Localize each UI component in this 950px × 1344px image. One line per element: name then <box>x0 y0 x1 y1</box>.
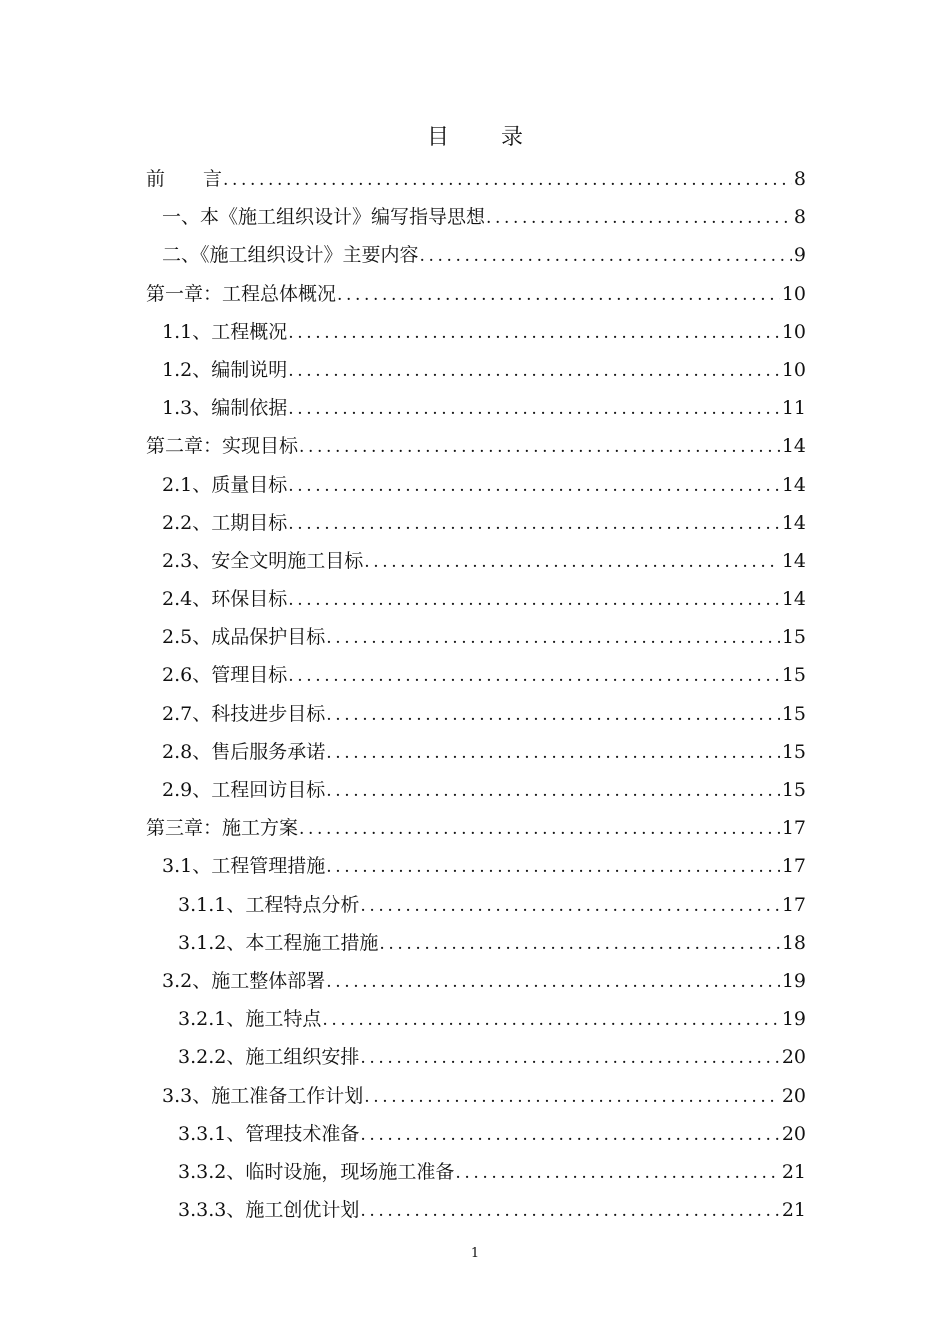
toc-entry-label: 3.3.3、施工创优计划 <box>178 1199 360 1222</box>
toc-dot-leader <box>360 887 779 925</box>
toc-entry-page: 17 <box>781 817 806 840</box>
toc-dot-leader <box>299 810 780 848</box>
toc-entry[interactable] <box>146 504 806 542</box>
toc-dot-leader <box>337 276 780 314</box>
toc-entry-label: 3.3、施工准备工作计划 <box>162 1084 364 1107</box>
toc-dot-leader <box>326 963 780 1001</box>
toc-entry[interactable] <box>146 198 806 236</box>
toc-entry-label: 2.5、成品保护目标 <box>162 626 326 649</box>
toc-dot-leader <box>360 1116 779 1154</box>
toc-entry[interactable] <box>146 542 806 580</box>
toc-entry-page: 21 <box>781 1199 806 1222</box>
toc-entry-page: 10 <box>781 282 806 305</box>
toc-dot-leader <box>326 696 780 734</box>
toc-entry[interactable] <box>146 466 806 504</box>
toc-dot-leader <box>326 772 780 810</box>
toc-dot-leader <box>288 581 780 619</box>
toc-dot-leader <box>364 1078 780 1116</box>
toc-entry[interactable] <box>146 389 806 427</box>
toc-dot-leader <box>455 1154 779 1192</box>
toc-dot-leader <box>288 505 780 543</box>
toc-entry-label: 3.1.2、本工程施工措施 <box>178 931 379 954</box>
toc-entry-page: 8 <box>793 206 806 229</box>
toc-entry-label: 3.1.1、工程特点分析 <box>178 893 360 916</box>
title-right-char: 录 <box>501 125 524 150</box>
toc-dot-leader <box>288 390 780 428</box>
toc-entry-label: 2.1、质量目标 <box>162 473 288 496</box>
toc-entry[interactable] <box>146 275 806 313</box>
toc-entry[interactable] <box>146 733 806 771</box>
toc-entry[interactable] <box>146 656 806 694</box>
toc-entry[interactable] <box>146 160 806 198</box>
toc-entry-label: 2.7、科技进步目标 <box>162 702 326 725</box>
toc-entry-page: 14 <box>781 549 806 572</box>
toc-entry-page: 17 <box>781 855 806 878</box>
toc-entry-label: 前 言 <box>146 168 223 190</box>
title-left-char: 目 <box>426 125 449 150</box>
toc-entry[interactable] <box>146 580 806 618</box>
toc-dot-leader <box>486 199 792 237</box>
toc-entry-label: 2.3、安全文明施工目标 <box>162 549 364 572</box>
toc-entry-page: 18 <box>781 931 806 954</box>
toc-dot-leader <box>379 925 779 963</box>
toc-entry-label: 3.3.1、管理技术准备 <box>178 1122 360 1145</box>
toc-entry[interactable] <box>146 427 806 465</box>
toc-entry-label: 3.2.2、施工组织安排 <box>178 1046 360 1069</box>
toc-entry[interactable] <box>146 886 806 924</box>
toc-entry-label: 3.1、工程管理措施 <box>162 855 326 878</box>
toc-dot-leader <box>299 428 780 466</box>
toc-entry-page: 15 <box>781 702 806 725</box>
toc-entry-label: 1.2、编制说明 <box>162 358 288 381</box>
page-title <box>0 122 950 154</box>
toc-entry[interactable] <box>146 962 806 1000</box>
page-number: 1 <box>470 1246 480 1261</box>
toc-dot-leader <box>326 619 780 657</box>
toc-entry-label: 2.9、工程回访目标 <box>162 779 326 801</box>
toc-entry-page: 21 <box>781 1160 806 1183</box>
toc-dot-leader <box>288 657 780 695</box>
toc-entry-label: 1.1、工程概况 <box>162 320 288 343</box>
toc-entry-page: 14 <box>781 435 806 458</box>
toc-dot-leader <box>326 734 780 772</box>
toc-entry[interactable] <box>146 695 806 733</box>
toc-entry-label: 3.3.2、临时设施，现场施工准备 <box>178 1160 455 1183</box>
toc-dot-leader <box>420 237 792 275</box>
toc-entry-page: 15 <box>781 779 806 801</box>
toc-entry[interactable] <box>146 313 806 351</box>
toc-dot-leader <box>288 467 780 505</box>
toc-entry-label: 第二章：实现目标 <box>146 435 299 458</box>
toc-entry-label: 3.2.1、施工特点 <box>178 1008 322 1031</box>
toc-entry-label: 第三章：施工方案 <box>146 817 299 840</box>
toc-entry-label: 2.4、环保目标 <box>162 588 288 611</box>
toc-entry-page: 10 <box>781 320 806 343</box>
toc-entry[interactable] <box>146 1077 806 1115</box>
toc-entry-label: 2.2、工期目标 <box>162 511 288 534</box>
toc-entry-label: 二、《施工组织设计》主要内容 <box>162 244 419 267</box>
toc-entry[interactable] <box>146 924 806 962</box>
toc-entry[interactable] <box>146 809 806 847</box>
toc-entry-label: 3.2、施工整体部署 <box>162 969 326 992</box>
toc-dot-leader <box>360 1192 779 1230</box>
toc-entry-label: 第一章：工程总体概况 <box>146 282 337 305</box>
toc-entry-page: 17 <box>781 893 806 916</box>
table-of-contents <box>146 160 806 1229</box>
toc-entry[interactable] <box>146 618 806 656</box>
toc-entry-page: 9 <box>793 244 806 267</box>
toc-dot-leader <box>360 1039 779 1077</box>
toc-entry-page: 19 <box>781 1008 806 1031</box>
toc-entry-page: 11 <box>781 397 806 420</box>
toc-dot-leader <box>223 161 792 199</box>
toc-dot-leader <box>322 1001 779 1039</box>
toc-entry-page: 10 <box>781 358 806 381</box>
toc-entry-page: 14 <box>781 473 806 496</box>
toc-dot-leader <box>364 543 780 581</box>
toc-entry-label: 1.3、编制依据 <box>162 397 288 420</box>
toc-entry-page: 20 <box>781 1046 806 1069</box>
toc-entry-page: 20 <box>781 1122 806 1145</box>
toc-dot-leader <box>288 352 780 390</box>
toc-entry[interactable] <box>146 1000 806 1038</box>
toc-dot-leader <box>288 314 780 352</box>
toc-entry-label: 2.8、售后服务承诺 <box>162 740 326 763</box>
toc-entry-page: 14 <box>781 511 806 534</box>
toc-entry[interactable] <box>146 1153 806 1191</box>
toc-entry[interactable] <box>146 236 806 274</box>
toc-entry[interactable] <box>146 351 806 389</box>
toc-entry-page: 19 <box>781 969 806 992</box>
toc-entry[interactable] <box>146 1115 806 1153</box>
toc-dot-leader <box>326 848 780 886</box>
toc-entry-page: 8 <box>793 168 806 190</box>
toc-entry[interactable] <box>146 771 806 809</box>
toc-entry-label: 2.6、管理目标 <box>162 664 288 687</box>
toc-entry-label: 一、本《施工组织设计》编写指导思想 <box>162 206 486 229</box>
toc-entry-page: 15 <box>781 626 806 649</box>
toc-entry[interactable] <box>146 847 806 885</box>
toc-entry[interactable] <box>146 1038 806 1076</box>
toc-entry-page: 20 <box>781 1084 806 1107</box>
toc-entry-page: 15 <box>781 664 806 687</box>
toc-entry[interactable] <box>146 1191 806 1229</box>
toc-entry-page: 14 <box>781 588 806 611</box>
toc-entry-page: 15 <box>781 740 806 763</box>
